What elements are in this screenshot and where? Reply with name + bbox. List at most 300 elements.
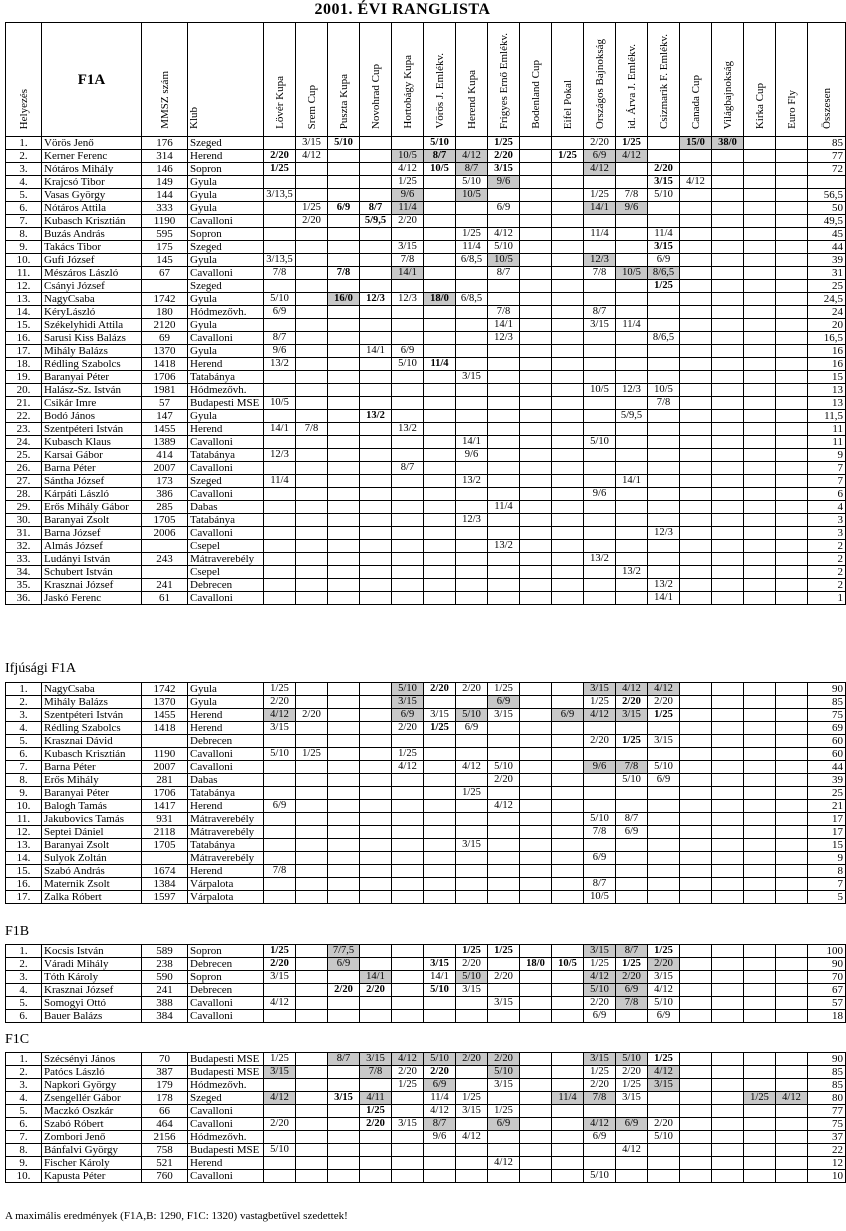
table-row [6, 865, 846, 878]
score-cell [712, 501, 744, 514]
club-cell: Szeged [188, 475, 264, 488]
score-cell [328, 280, 360, 293]
total-cell: 2 [808, 566, 846, 579]
score-cell: 6/9 [392, 709, 424, 722]
score-cell [776, 1010, 808, 1023]
score-cell [264, 436, 296, 449]
rank-cell: 14. [6, 852, 42, 865]
score-cell [712, 397, 744, 410]
score-cell [424, 1157, 456, 1170]
mmsz-cell: 179 [142, 1079, 188, 1092]
score-cell [616, 800, 648, 813]
score-cell: 6/9 [264, 306, 296, 319]
score-cell [680, 475, 712, 488]
mmsz-cell: 1384 [142, 878, 188, 891]
score-cell [360, 540, 392, 553]
score-cell [328, 215, 360, 228]
score-cell [616, 527, 648, 540]
score-cell [424, 514, 456, 527]
score-cell [456, 566, 488, 579]
score-cell: 4/12 [264, 1092, 296, 1105]
score-cell: 1/25 [264, 945, 296, 958]
score-cell [680, 761, 712, 774]
club-cell: Gyula [188, 410, 264, 423]
score-cell [680, 488, 712, 501]
header-comp [296, 23, 328, 137]
table-row [6, 423, 846, 436]
score-cell: 6/9 [616, 1118, 648, 1131]
score-cell [296, 1066, 328, 1079]
club-cell: Cavalloni [188, 462, 264, 475]
score-cell [488, 462, 520, 475]
score-cell [744, 540, 776, 553]
score-cell: 2/20 [488, 774, 520, 787]
score-cell [456, 800, 488, 813]
score-cell [616, 553, 648, 566]
name-cell: Mészáros László [42, 267, 142, 280]
score-cell [360, 397, 392, 410]
score-cell: 1/25 [392, 1079, 424, 1092]
score-cell [392, 475, 424, 488]
score-cell [680, 566, 712, 579]
rank-cell: 15. [6, 319, 42, 332]
score-cell [552, 1131, 584, 1144]
score-cell: 1/25 [488, 683, 520, 696]
table-row [6, 958, 846, 971]
table-row [6, 384, 846, 397]
score-cell [680, 150, 712, 163]
score-cell [616, 176, 648, 189]
score-cell [552, 1170, 584, 1183]
score-cell: 4/12 [424, 1105, 456, 1118]
score-cell [712, 267, 744, 280]
score-cell [680, 163, 712, 176]
total-cell: 69 [808, 722, 846, 735]
total-cell: 44 [808, 241, 846, 254]
total-cell: 7 [808, 475, 846, 488]
score-cell [744, 410, 776, 423]
score-cell [296, 319, 328, 332]
score-cell [296, 475, 328, 488]
score-cell [712, 514, 744, 527]
score-cell: 1/25 [584, 189, 616, 202]
score-cell [552, 553, 584, 566]
header-comp-label: Srem Cup [305, 84, 318, 129]
name-cell: Bodó János [42, 410, 142, 423]
table-row [6, 267, 846, 280]
header-club [188, 23, 264, 137]
score-cell [776, 358, 808, 371]
score-cell: 10/5 [488, 254, 520, 267]
header-comp [424, 23, 456, 137]
total-cell: 9 [808, 449, 846, 462]
score-cell: 3/15 [584, 1053, 616, 1066]
score-cell: 18/0 [424, 293, 456, 306]
total-cell: 90 [808, 683, 846, 696]
score-cell [616, 514, 648, 527]
score-cell [616, 397, 648, 410]
mmsz-cell [142, 735, 188, 748]
score-cell: 18/0 [520, 958, 552, 971]
club-cell: Cavalloni [188, 1118, 264, 1131]
mmsz-cell: 145 [142, 254, 188, 267]
score-cell [264, 202, 296, 215]
score-cell [296, 761, 328, 774]
table-row [6, 683, 846, 696]
score-cell [680, 202, 712, 215]
table-row [6, 449, 846, 462]
header-comp [680, 23, 712, 137]
score-cell [680, 709, 712, 722]
score-cell: 5/10 [392, 358, 424, 371]
score-cell [584, 514, 616, 527]
score-cell [584, 722, 616, 735]
club-cell: Gyula [188, 345, 264, 358]
score-cell: 4/12 [680, 176, 712, 189]
score-cell [456, 1066, 488, 1079]
score-cell [744, 527, 776, 540]
table-row [6, 1105, 846, 1118]
score-cell: 12/3 [584, 254, 616, 267]
score-cell [776, 436, 808, 449]
total-cell: 2 [808, 540, 846, 553]
score-cell: 1/25 [584, 696, 616, 709]
mmsz-cell: 178 [142, 1092, 188, 1105]
score-cell [424, 1144, 456, 1157]
total-cell: 85 [808, 1066, 846, 1079]
score-cell [680, 971, 712, 984]
score-cell: 2/20 [648, 1118, 680, 1131]
header-comp-label: Euro Fly [785, 90, 798, 129]
score-cell: 6/9 [584, 852, 616, 865]
table-row [6, 202, 846, 215]
total-cell: 13 [808, 384, 846, 397]
score-cell [360, 228, 392, 241]
score-cell [744, 748, 776, 761]
rank-cell: 9. [6, 241, 42, 254]
score-cell [424, 228, 456, 241]
rank-cell: 3. [6, 709, 42, 722]
score-cell [328, 1118, 360, 1131]
mmsz-cell: 1370 [142, 345, 188, 358]
score-cell [296, 839, 328, 852]
score-cell [648, 202, 680, 215]
club-cell: Budapesti MSE [188, 1053, 264, 1066]
score-cell [360, 553, 392, 566]
club-cell: Debrecen [188, 984, 264, 997]
score-cell [360, 423, 392, 436]
score-cell [648, 865, 680, 878]
score-cell [520, 540, 552, 553]
score-cell [680, 228, 712, 241]
score-cell [520, 527, 552, 540]
name-cell: Vasas György [42, 189, 142, 202]
score-cell [712, 761, 744, 774]
score-cell [392, 1170, 424, 1183]
score-cell [264, 241, 296, 254]
score-cell [296, 774, 328, 787]
score-cell [424, 397, 456, 410]
score-cell [584, 345, 616, 358]
score-cell [712, 1144, 744, 1157]
club-cell: Debrecen [188, 735, 264, 748]
score-cell [648, 1092, 680, 1105]
score-cell [264, 1170, 296, 1183]
name-cell: Vörös Jenő [42, 137, 142, 150]
total-cell: 9 [808, 852, 846, 865]
mmsz-cell: 144 [142, 189, 188, 202]
header-comp-label: Kirka Cup [753, 82, 766, 129]
score-cell [520, 1157, 552, 1170]
name-cell: Tóth Károly [42, 971, 142, 984]
score-cell: 7/8 [360, 1066, 392, 1079]
score-cell [680, 852, 712, 865]
score-cell [776, 423, 808, 436]
name-cell: Maczkó Oszkár [42, 1105, 142, 1118]
score-cell: 5/10 [264, 293, 296, 306]
name-cell: Kubasch Krisztián [42, 748, 142, 761]
score-cell [552, 878, 584, 891]
score-cell [328, 176, 360, 189]
score-cell [392, 865, 424, 878]
score-cell [552, 984, 584, 997]
score-cell: 13/2 [456, 475, 488, 488]
score-cell [488, 878, 520, 891]
score-cell: 2/20 [488, 150, 520, 163]
score-cell [680, 722, 712, 735]
score-cell [552, 1066, 584, 1079]
score-cell: 2/20 [584, 997, 616, 1010]
table-row [6, 553, 846, 566]
score-cell [712, 826, 744, 839]
rank-cell: 15. [6, 865, 42, 878]
score-cell [648, 1170, 680, 1183]
score-cell [680, 984, 712, 997]
score-cell [584, 865, 616, 878]
table-row [6, 813, 846, 826]
score-cell [264, 319, 296, 332]
score-cell [712, 293, 744, 306]
score-cell [776, 826, 808, 839]
score-cell [424, 800, 456, 813]
score-cell [776, 137, 808, 150]
score-cell [488, 891, 520, 904]
score-cell: 1/25 [264, 683, 296, 696]
table-row [6, 800, 846, 813]
score-cell [392, 891, 424, 904]
rank-cell: 11. [6, 267, 42, 280]
score-cell [296, 293, 328, 306]
score-cell [424, 176, 456, 189]
score-cell [520, 592, 552, 605]
table-row [6, 566, 846, 579]
score-cell [392, 735, 424, 748]
score-cell [552, 579, 584, 592]
club-cell: Herend [188, 722, 264, 735]
score-cell [424, 696, 456, 709]
score-cell [296, 358, 328, 371]
score-cell [456, 1079, 488, 1092]
score-cell [520, 410, 552, 423]
score-cell: 14/1 [424, 971, 456, 984]
score-cell: 4/12 [584, 971, 616, 984]
score-cell: 14/1 [648, 592, 680, 605]
rank-cell: 9. [6, 787, 42, 800]
header-comp [584, 23, 616, 137]
total-cell: 8 [808, 865, 846, 878]
table-row [6, 1092, 846, 1105]
total-cell: 77 [808, 1105, 846, 1118]
mmsz-cell: 314 [142, 150, 188, 163]
score-cell [392, 800, 424, 813]
score-cell [776, 345, 808, 358]
score-cell [488, 553, 520, 566]
table-row [6, 280, 846, 293]
table-row [6, 878, 846, 891]
score-cell [616, 891, 648, 904]
score-cell: 10/5 [584, 384, 616, 397]
score-cell: 12/3 [648, 527, 680, 540]
table-row [6, 514, 846, 527]
club-cell: Herend [188, 358, 264, 371]
total-cell: 7 [808, 462, 846, 475]
score-cell [552, 891, 584, 904]
score-cell [328, 332, 360, 345]
score-cell [584, 592, 616, 605]
table-row [6, 1010, 846, 1023]
table-row [6, 722, 846, 735]
score-cell: 2/20 [488, 1053, 520, 1066]
score-cell: 4/12 [616, 150, 648, 163]
score-cell: 3/15 [424, 958, 456, 971]
score-cell [360, 566, 392, 579]
score-cell: 5/10 [584, 1170, 616, 1183]
score-cell [744, 501, 776, 514]
score-cell [744, 1131, 776, 1144]
club-cell: Szeged [188, 137, 264, 150]
score-cell [392, 579, 424, 592]
table-row [6, 1053, 846, 1066]
name-cell: Baranyai Péter [42, 787, 142, 800]
name-cell: NagyCsaba [42, 683, 142, 696]
score-cell: 4/12 [616, 683, 648, 696]
rank-cell: 31. [6, 527, 42, 540]
score-cell: 10/5 [552, 958, 584, 971]
score-cell [776, 997, 808, 1010]
score-cell [488, 958, 520, 971]
score-cell: 5/10 [392, 683, 424, 696]
score-cell: 2/20 [392, 215, 424, 228]
table-row [6, 945, 846, 958]
score-cell [776, 319, 808, 332]
score-cell: 12/3 [488, 332, 520, 345]
score-cell [328, 748, 360, 761]
score-cell: 1/25 [456, 1092, 488, 1105]
rank-cell: 2. [6, 958, 42, 971]
mmsz-cell: 388 [142, 997, 188, 1010]
score-cell [712, 722, 744, 735]
score-cell [648, 566, 680, 579]
score-cell [648, 462, 680, 475]
club-cell: Várpalota [188, 891, 264, 904]
mmsz-cell: 281 [142, 774, 188, 787]
score-cell: 4/12 [392, 163, 424, 176]
score-cell: 4/12 [264, 709, 296, 722]
score-cell [744, 592, 776, 605]
score-cell: 4/12 [584, 163, 616, 176]
score-cell [296, 984, 328, 997]
total-cell: 50 [808, 202, 846, 215]
score-cell [776, 293, 808, 306]
score-cell: 3/15 [392, 1118, 424, 1131]
score-cell [520, 176, 552, 189]
score-cell [360, 813, 392, 826]
score-cell [680, 553, 712, 566]
score-cell [552, 696, 584, 709]
mmsz-cell: 1418 [142, 722, 188, 735]
score-cell [296, 997, 328, 1010]
score-cell [744, 852, 776, 865]
score-cell [552, 971, 584, 984]
score-cell [424, 566, 456, 579]
rank-cell: 17. [6, 345, 42, 358]
club-cell: Szeged [188, 241, 264, 254]
header-comp [488, 23, 520, 137]
score-cell: 7/7,5 [328, 945, 360, 958]
score-cell: 3/15 [456, 1105, 488, 1118]
score-cell [744, 1079, 776, 1092]
score-cell: 7/8 [648, 397, 680, 410]
club-cell: Cavalloni [188, 436, 264, 449]
score-cell [264, 878, 296, 891]
score-cell [424, 865, 456, 878]
score-cell: 2/20 [648, 958, 680, 971]
score-cell [296, 722, 328, 735]
mmsz-cell: 180 [142, 306, 188, 319]
score-cell [648, 137, 680, 150]
name-cell: KéryLászló [42, 306, 142, 319]
score-cell: 6/9 [616, 826, 648, 839]
header-comp-label: Canada Cup [689, 74, 702, 129]
score-cell: 12/3 [360, 293, 392, 306]
score-cell: 1/25 [296, 748, 328, 761]
score-cell [616, 540, 648, 553]
score-cell [264, 735, 296, 748]
total-cell: 31 [808, 267, 846, 280]
score-cell: 3/15 [584, 945, 616, 958]
score-cell [264, 176, 296, 189]
score-cell [552, 228, 584, 241]
total-cell: 6 [808, 488, 846, 501]
table-row [6, 592, 846, 605]
score-cell [424, 761, 456, 774]
score-cell [296, 958, 328, 971]
score-cell: 12/3 [616, 384, 648, 397]
total-cell: 20 [808, 319, 846, 332]
score-cell: 6/9 [584, 1010, 616, 1023]
total-cell: 39 [808, 254, 846, 267]
total-cell: 2 [808, 579, 846, 592]
score-cell [552, 436, 584, 449]
mmsz-cell: 1190 [142, 748, 188, 761]
score-cell [520, 1105, 552, 1118]
score-cell [744, 1157, 776, 1170]
score-cell [424, 579, 456, 592]
score-cell [296, 696, 328, 709]
score-cell [520, 371, 552, 384]
score-cell [680, 813, 712, 826]
score-cell [360, 384, 392, 397]
